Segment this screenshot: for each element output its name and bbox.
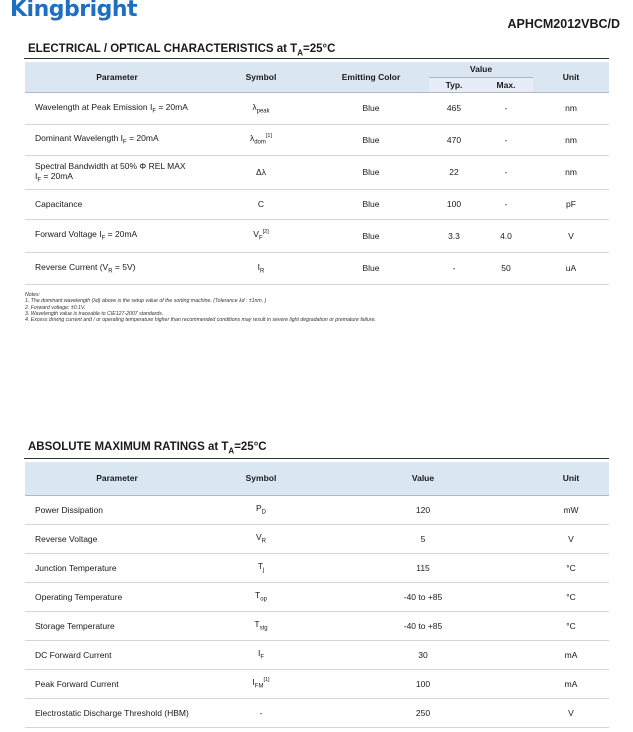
- value-cell: 30: [313, 640, 533, 669]
- param-subscript: F: [101, 235, 106, 242]
- unit-cell: mA: [533, 640, 609, 669]
- parameter-cell: Power Dissipation: [25, 495, 209, 524]
- absolute-symbol-cell: [209, 611, 313, 640]
- col-header-symbol: Symbol: [209, 62, 313, 92]
- param-text: Dominant Wavelength I: [35, 133, 124, 144]
- symbol-text: I: [257, 261, 261, 272]
- electrical-symbol-cell: [209, 219, 313, 252]
- emitting-color-cell: Blue: [313, 252, 429, 284]
- table-row: [25, 219, 609, 252]
- parameter-cell: [25, 189, 209, 219]
- note-3: 3. Wavelength value is traceable to CIE127-2007 standards.: [25, 310, 164, 317]
- electrical-symbol-cell: [209, 252, 313, 284]
- param-text: Capacitance: [35, 199, 83, 209]
- parameter-line: Spectral Bandwidth at 50% Φ REL MAX: [35, 160, 186, 171]
- unit-cell: °C: [533, 582, 609, 611]
- table-row: [25, 155, 609, 189]
- typ-value-cell: 465: [429, 92, 479, 124]
- param-subscript: R: [108, 268, 113, 275]
- parameter-cell: Reverse Voltage: [25, 524, 209, 553]
- max-value-cell: 4.0: [479, 219, 533, 252]
- unit-cell: uA: [533, 252, 609, 284]
- table-row: [25, 189, 609, 219]
- param-text: Wavelength at Peak Emission I: [35, 101, 153, 112]
- emitting-color-cell: Blue: [313, 189, 429, 219]
- param-tail: = 20mA: [156, 101, 188, 112]
- param-subscript: F: [37, 177, 42, 184]
- electrical-symbol-cell: [209, 92, 313, 124]
- max-value-cell: 50: [479, 252, 533, 284]
- table-row: [25, 582, 609, 611]
- symbol-text: λ: [252, 101, 257, 112]
- value-cell: 115: [313, 553, 533, 582]
- absolute-maximum-ratings-table: [25, 462, 609, 728]
- parameter-cell: [25, 92, 209, 124]
- col-header-typ: Typ.: [429, 77, 479, 92]
- max-value-cell: -: [479, 155, 533, 189]
- symbol-subscript: FM: [254, 683, 264, 690]
- symbol-subscript: dom: [254, 139, 266, 146]
- param-text: Forward Voltage I: [35, 229, 102, 240]
- absolute-symbol-cell: [209, 698, 313, 727]
- table-row: [25, 495, 609, 524]
- symbol-text: I: [252, 677, 255, 688]
- symbol-footnote: [1]: [265, 133, 273, 140]
- symbol-subscript: R: [261, 538, 266, 545]
- col-header-unit: Unit: [533, 62, 609, 92]
- col-header-emitting-color: Emitting Color: [313, 62, 429, 92]
- parameter-cell: Operating Temperature: [25, 582, 209, 611]
- param-tail: = 5V): [112, 261, 136, 272]
- table-row: [25, 553, 609, 582]
- abs-col-header-unit: Unit: [533, 462, 609, 495]
- unit-cell: nm: [533, 92, 609, 124]
- emitting-color-cell: Blue: [313, 219, 429, 252]
- symbol-subscript: op: [260, 596, 267, 603]
- param-tail: = 20mA: [105, 229, 138, 240]
- typ-value-cell: 470: [429, 124, 479, 155]
- symbol-subscript: j: [262, 567, 265, 574]
- unit-cell: V: [533, 698, 609, 727]
- abs-col-header-value: Value: [313, 462, 533, 495]
- value-cell: 5: [313, 524, 533, 553]
- table-row: [25, 669, 609, 698]
- electrical-notes: [25, 292, 376, 323]
- col-header-parameter: Parameter: [25, 62, 209, 92]
- electrical-symbol-cell: [209, 124, 313, 155]
- max-value-cell: -: [479, 189, 533, 219]
- absolute-symbol-cell: [209, 640, 313, 669]
- param-text: Reverse Current (V: [35, 261, 109, 272]
- absolute-section-title: ABSOLUTE MAXIMUM RATINGS at $T_A=25^\circ C$: [28, 441, 267, 456]
- symbol-text: V: [253, 229, 259, 240]
- symbol-subscript: F: [260, 654, 265, 661]
- electrical-section-title: ELECTRICAL / OPTICAL CHARACTERISTICS at $T_A=25^\circ C$: [28, 43, 336, 58]
- symbol-footnote: [2]: [262, 229, 269, 236]
- param-subscript: F: [152, 108, 156, 115]
- unit-cell: mA: [533, 669, 609, 698]
- emitting-color-cell: Blue: [313, 124, 429, 155]
- symbol-text: T: [254, 619, 260, 630]
- emitting-color-cell: Blue: [313, 92, 429, 124]
- parameter-cell: DC Forward Current: [25, 640, 209, 669]
- note-4: 4. Excess driving current and / or operating temperature higher than recommended conditions may result in severe light degradation or premature failure.: [25, 317, 376, 324]
- symbol-subscript: peak: [256, 108, 270, 115]
- absolute-symbol-cell: [209, 582, 313, 611]
- electrical-symbol-cell: [209, 189, 313, 219]
- note-heading: Notes:: [25, 292, 40, 298]
- absolute-title-rule: [24, 458, 609, 459]
- symbol-text: C: [257, 199, 265, 209]
- symbol-text: λ: [249, 133, 255, 144]
- typ-value-cell: -: [429, 252, 479, 284]
- brand-logo: Kingbright: [10, 0, 138, 22]
- parameter-cell: [25, 124, 209, 155]
- value-cell: 100: [313, 669, 533, 698]
- symbol-footnote: [1]: [263, 677, 270, 684]
- symbol-text: T: [255, 590, 261, 601]
- col-header-value: Value: [429, 62, 533, 77]
- abs-col-header-parameter: Parameter: [25, 462, 209, 495]
- parameter-cell: Electrostatic Discharge Threshold (HBM): [25, 698, 209, 727]
- table-row: [25, 92, 609, 124]
- table-row: [25, 611, 609, 640]
- value-cell: -40 to +85: [313, 582, 533, 611]
- parameter-cell: [25, 252, 209, 284]
- symbol-subscript: D: [261, 509, 266, 516]
- symbol-text: Δλ: [256, 167, 266, 177]
- symbol-text: I: [257, 648, 261, 659]
- unit-cell: °C: [533, 611, 609, 640]
- electrical-title-rule: [24, 58, 609, 59]
- typ-value-cell: 22: [429, 155, 479, 189]
- param-tail: = 20mA: [41, 170, 73, 181]
- electrical-characteristics-table: [25, 62, 609, 285]
- typ-value-cell: 100: [429, 189, 479, 219]
- absolute-symbol-cell: [209, 669, 313, 698]
- max-value-cell: -: [479, 92, 533, 124]
- table-row: [25, 124, 609, 155]
- table-row: [25, 524, 609, 553]
- parameter-line-2: [35, 171, 209, 184]
- col-header-max: Max.: [479, 77, 533, 92]
- part-number: APHCM2012VBC/D: [507, 17, 620, 31]
- unit-cell: nm: [533, 155, 609, 189]
- symbol-subscript: F: [258, 235, 263, 242]
- param-subscript: F: [123, 139, 127, 146]
- parameter-cell: Peak Forward Current: [25, 669, 209, 698]
- unit-cell: V: [533, 219, 609, 252]
- symbol-text: T: [257, 561, 263, 572]
- max-value-cell: -: [479, 124, 533, 155]
- unit-cell: mW: [533, 495, 609, 524]
- emitting-color-cell: Blue: [313, 155, 429, 189]
- value-cell: 120: [313, 495, 533, 524]
- table-row: [25, 698, 609, 727]
- parameter-cell: [25, 155, 209, 189]
- table-row: [25, 640, 609, 669]
- note-1: 1. The dominant wavelength (λd) above is the setup value of the sorting machine. (Tolerance λd : ±1nm. ): [25, 298, 267, 305]
- typ-value-cell: 3.3: [429, 219, 479, 252]
- parameter-cell: [25, 219, 209, 252]
- value-cell: -40 to +85: [313, 611, 533, 640]
- unit-cell: V: [533, 524, 609, 553]
- param-text: I: [35, 170, 38, 181]
- abs-col-header-symbol: Symbol: [209, 462, 313, 495]
- symbol-subscript: R: [260, 268, 265, 275]
- note-2: 2. Forward voltage: ±0.1V.: [25, 304, 86, 311]
- unit-cell: °C: [533, 553, 609, 582]
- param-tail: = 20mA: [126, 133, 159, 144]
- value-cell: 250: [313, 698, 533, 727]
- symbol-subscript: stg: [259, 625, 268, 632]
- unit-cell: pF: [533, 189, 609, 219]
- absolute-symbol-cell: [209, 495, 313, 524]
- symbol-text: -: [259, 707, 263, 718]
- unit-cell: nm: [533, 124, 609, 155]
- parameter-cell: Storage Temperature: [25, 611, 209, 640]
- table-row: [25, 252, 609, 284]
- electrical-symbol-cell: [209, 155, 313, 189]
- parameter-cell: Junction Temperature: [25, 553, 209, 582]
- symbol-text: V: [255, 532, 262, 543]
- symbol-text: P: [255, 503, 262, 514]
- absolute-symbol-cell: [209, 553, 313, 582]
- absolute-symbol-cell: [209, 524, 313, 553]
